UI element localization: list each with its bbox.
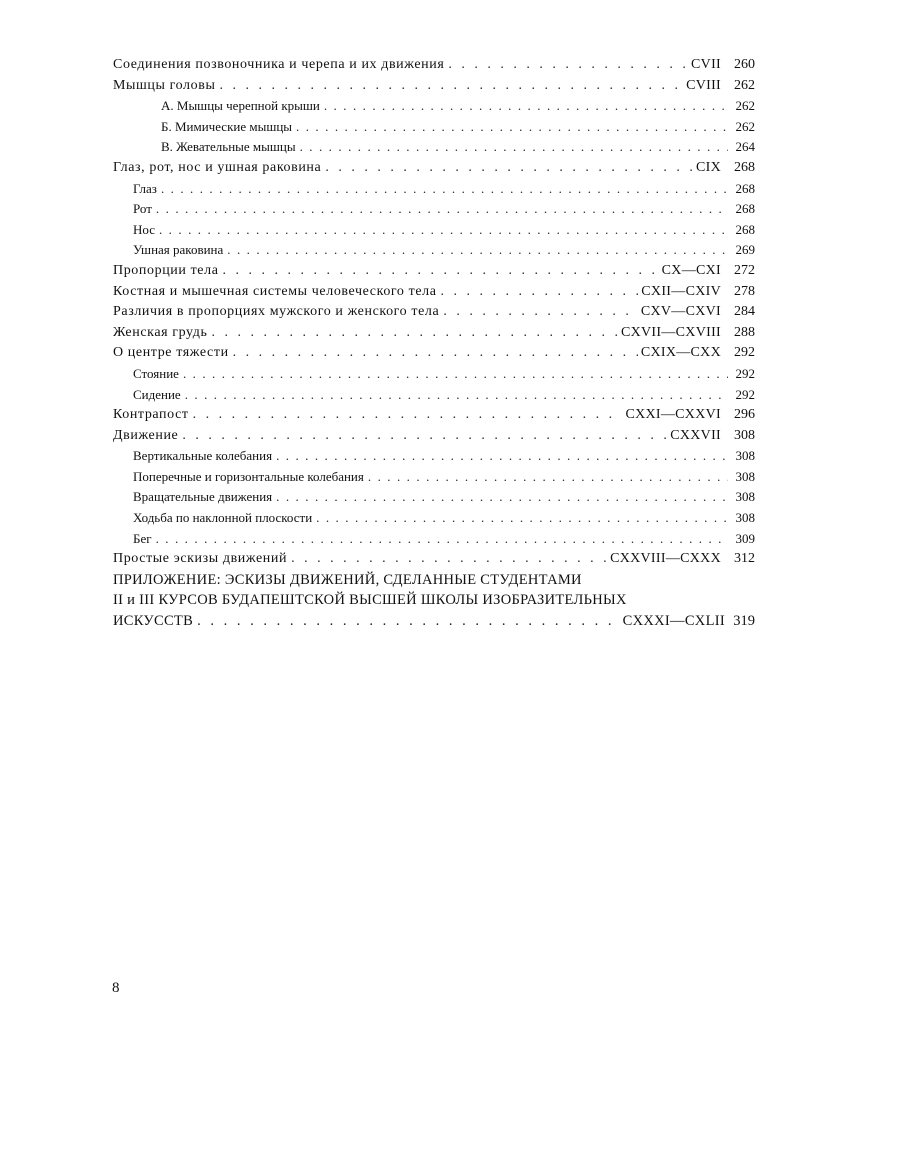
- toc-entry: [113, 426, 755, 447]
- toc-entry-title: Костная и мышечная системы человеческого тела: [113, 283, 437, 299]
- toc-entry-plates: CVII: [691, 57, 721, 72]
- table-of-contents: [113, 55, 755, 632]
- toc-entry: [113, 529, 755, 550]
- toc-entry-title: Стояние: [133, 365, 179, 381]
- toc-entry: [113, 405, 755, 426]
- dot-leader: [156, 199, 728, 220]
- toc-entry: [113, 137, 755, 158]
- toc-entry-title: Вертикальные колебания: [133, 448, 273, 464]
- toc-entry-title: Мышцы головы: [113, 77, 216, 93]
- dot-leader: [443, 302, 638, 323]
- toc-entry: [113, 76, 755, 97]
- appendix-page: 319: [733, 613, 755, 630]
- dot-leader: [325, 158, 693, 179]
- toc-entry-plates: CX—CXI: [661, 262, 721, 278]
- dot-leader: [324, 96, 728, 117]
- toc-entry-page: 308: [735, 489, 755, 505]
- toc-entry-page: 269: [735, 242, 755, 258]
- dot-leader: [159, 220, 728, 241]
- appendix-title: ИСКУССТВ: [113, 613, 194, 630]
- dot-leader: [316, 508, 728, 529]
- dot-leader: [276, 487, 728, 508]
- toc-entry-title: А. Мышцы черепной крыши: [161, 98, 320, 114]
- toc-entry-plates: CXVII—CXVIII: [620, 324, 721, 340]
- toc-entry-page: 260: [734, 57, 755, 72]
- toc-entry-page: 309: [735, 530, 755, 546]
- toc-entry-title: Контрапост: [113, 407, 189, 423]
- toc-entry-page: 308: [735, 448, 755, 464]
- toc-entry: [113, 96, 755, 117]
- toc-entry-title: Нос: [133, 221, 155, 237]
- dot-leader: [197, 611, 620, 632]
- toc-entry-page: 292: [735, 386, 755, 402]
- toc-entry-page: 268: [735, 221, 755, 237]
- dot-leader: [182, 426, 667, 447]
- toc-entry-plates: CXII—CXIV: [641, 283, 721, 299]
- toc-entries: [113, 55, 755, 570]
- toc-entry-plates: CVIII: [686, 77, 721, 93]
- toc-entry-title: Различия в пропорциях мужского и женского тела: [113, 304, 440, 320]
- toc-entry-page: 268: [735, 201, 755, 217]
- toc-entry-title: Поперечные и горизонтальные колебания: [133, 468, 364, 484]
- dot-leader: [227, 240, 728, 261]
- toc-entry-page: 292: [735, 365, 755, 381]
- dot-leader: [161, 179, 728, 200]
- toc-entry-page: 288: [734, 324, 755, 340]
- dot-leader: [441, 282, 639, 303]
- toc-entry: [113, 199, 755, 220]
- toc-entry-plates: CXIX—CXX: [640, 345, 721, 361]
- toc-entry: [113, 323, 755, 344]
- dot-leader: [448, 55, 688, 76]
- toc-entry: [113, 55, 755, 76]
- dot-leader: [233, 343, 638, 364]
- dot-leader: [185, 385, 728, 406]
- toc-entry: [113, 158, 755, 179]
- toc-entry-title: Рот: [133, 201, 152, 217]
- toc-entry-plates: CXXVII: [670, 427, 721, 443]
- dot-leader: [276, 446, 728, 467]
- toc-entry: [113, 343, 755, 364]
- toc-entry-page: 308: [734, 427, 755, 443]
- dot-leader: [156, 529, 728, 550]
- appendix-line-1: ПРИЛОЖЕНИЕ: ЭСКИЗЫ ДВИЖЕНИЙ, СДЕЛАННЫЕ СТУДЕНТАМИ: [113, 571, 582, 588]
- toc-entry-title: Сидение: [133, 386, 181, 402]
- toc-entry-title: Глаз: [133, 180, 157, 196]
- page-number: 8: [112, 980, 120, 996]
- toc-entry: [113, 487, 755, 508]
- toc-entry-page: 262: [734, 77, 755, 93]
- toc-entry-page: 278: [734, 283, 755, 299]
- toc-entry: [113, 302, 755, 323]
- toc-entry-title: Вращательные движения: [133, 489, 273, 505]
- dot-leader: [211, 323, 617, 344]
- toc-entry: [113, 117, 755, 138]
- appendix-line-3: [113, 611, 755, 632]
- toc-entry-plates: CXV—CXVI: [640, 304, 721, 320]
- toc-entry-page: 296: [734, 407, 755, 423]
- toc-appendix: [113, 570, 755, 632]
- dot-leader: [368, 467, 728, 488]
- toc-entry-title: Глаз, рот, нос и ушная раковина: [113, 159, 322, 175]
- toc-entry-page: 292: [734, 345, 755, 361]
- toc-entry-title: Простые эскизы движений: [113, 551, 288, 567]
- toc-entry-title: Пропорции тела: [113, 262, 219, 278]
- toc-entry-page: 268: [735, 180, 755, 196]
- toc-entry-page: 268: [734, 159, 755, 175]
- dot-leader: [296, 117, 728, 138]
- toc-entry-title: О центре тяжести: [113, 345, 229, 361]
- toc-entry: [113, 508, 755, 529]
- toc-entry-plates: CXXI—CXXVI: [625, 407, 721, 423]
- appendix-line-2: II и III КУРСОВ БУДАПЕШТСКОЙ ВЫСШЕЙ ШКОЛЫ ИЗОБРАЗИТЕЛЬНЫХ: [113, 592, 627, 609]
- toc-entry: [113, 179, 755, 200]
- dot-leader: [223, 261, 659, 282]
- dot-leader: [300, 137, 728, 158]
- toc-entry-title: Ушная раковина: [133, 242, 224, 258]
- toc-entry-plates: CXXVIII—CXXX: [610, 551, 721, 567]
- toc-entry-title: Соединения позвоночника и черепа и их движения: [113, 57, 445, 72]
- toc-entry: [113, 446, 755, 467]
- dot-leader: [291, 549, 607, 570]
- toc-entry-page: 264: [735, 139, 755, 155]
- toc-entry-page: 308: [735, 510, 755, 526]
- toc-entry-plates: CIX: [695, 159, 721, 175]
- toc-entry: [113, 549, 755, 570]
- toc-entry-title: Б. Мимические мышцы: [161, 118, 293, 134]
- dot-leader: [193, 405, 623, 426]
- toc-entry-page: 262: [735, 118, 755, 134]
- toc-entry: [113, 240, 755, 261]
- dot-leader: [183, 364, 728, 385]
- toc-entry-title: Бег: [133, 530, 152, 546]
- toc-entry: [113, 364, 755, 385]
- toc-entry-title: Ходьба по наклонной плоскости: [133, 510, 313, 526]
- toc-entry-page: 312: [734, 551, 755, 567]
- toc-entry: [113, 467, 755, 488]
- toc-entry-page: 308: [735, 468, 755, 484]
- toc-entry: [113, 282, 755, 303]
- toc-entry: [113, 220, 755, 241]
- toc-entry-page: 262: [735, 98, 755, 114]
- toc-entry: [113, 261, 755, 282]
- toc-entry-title: В. Жевательные мышцы: [161, 139, 296, 155]
- toc-entry: [113, 385, 755, 406]
- toc-entry-title: Женская грудь: [113, 324, 208, 340]
- appendix-plates: CXXXI—CXLII: [622, 613, 725, 630]
- dot-leader: [219, 76, 683, 97]
- toc-entry-page: 284: [734, 304, 755, 320]
- toc-entry-title: Движение: [113, 427, 179, 443]
- toc-entry-page: 272: [734, 262, 755, 278]
